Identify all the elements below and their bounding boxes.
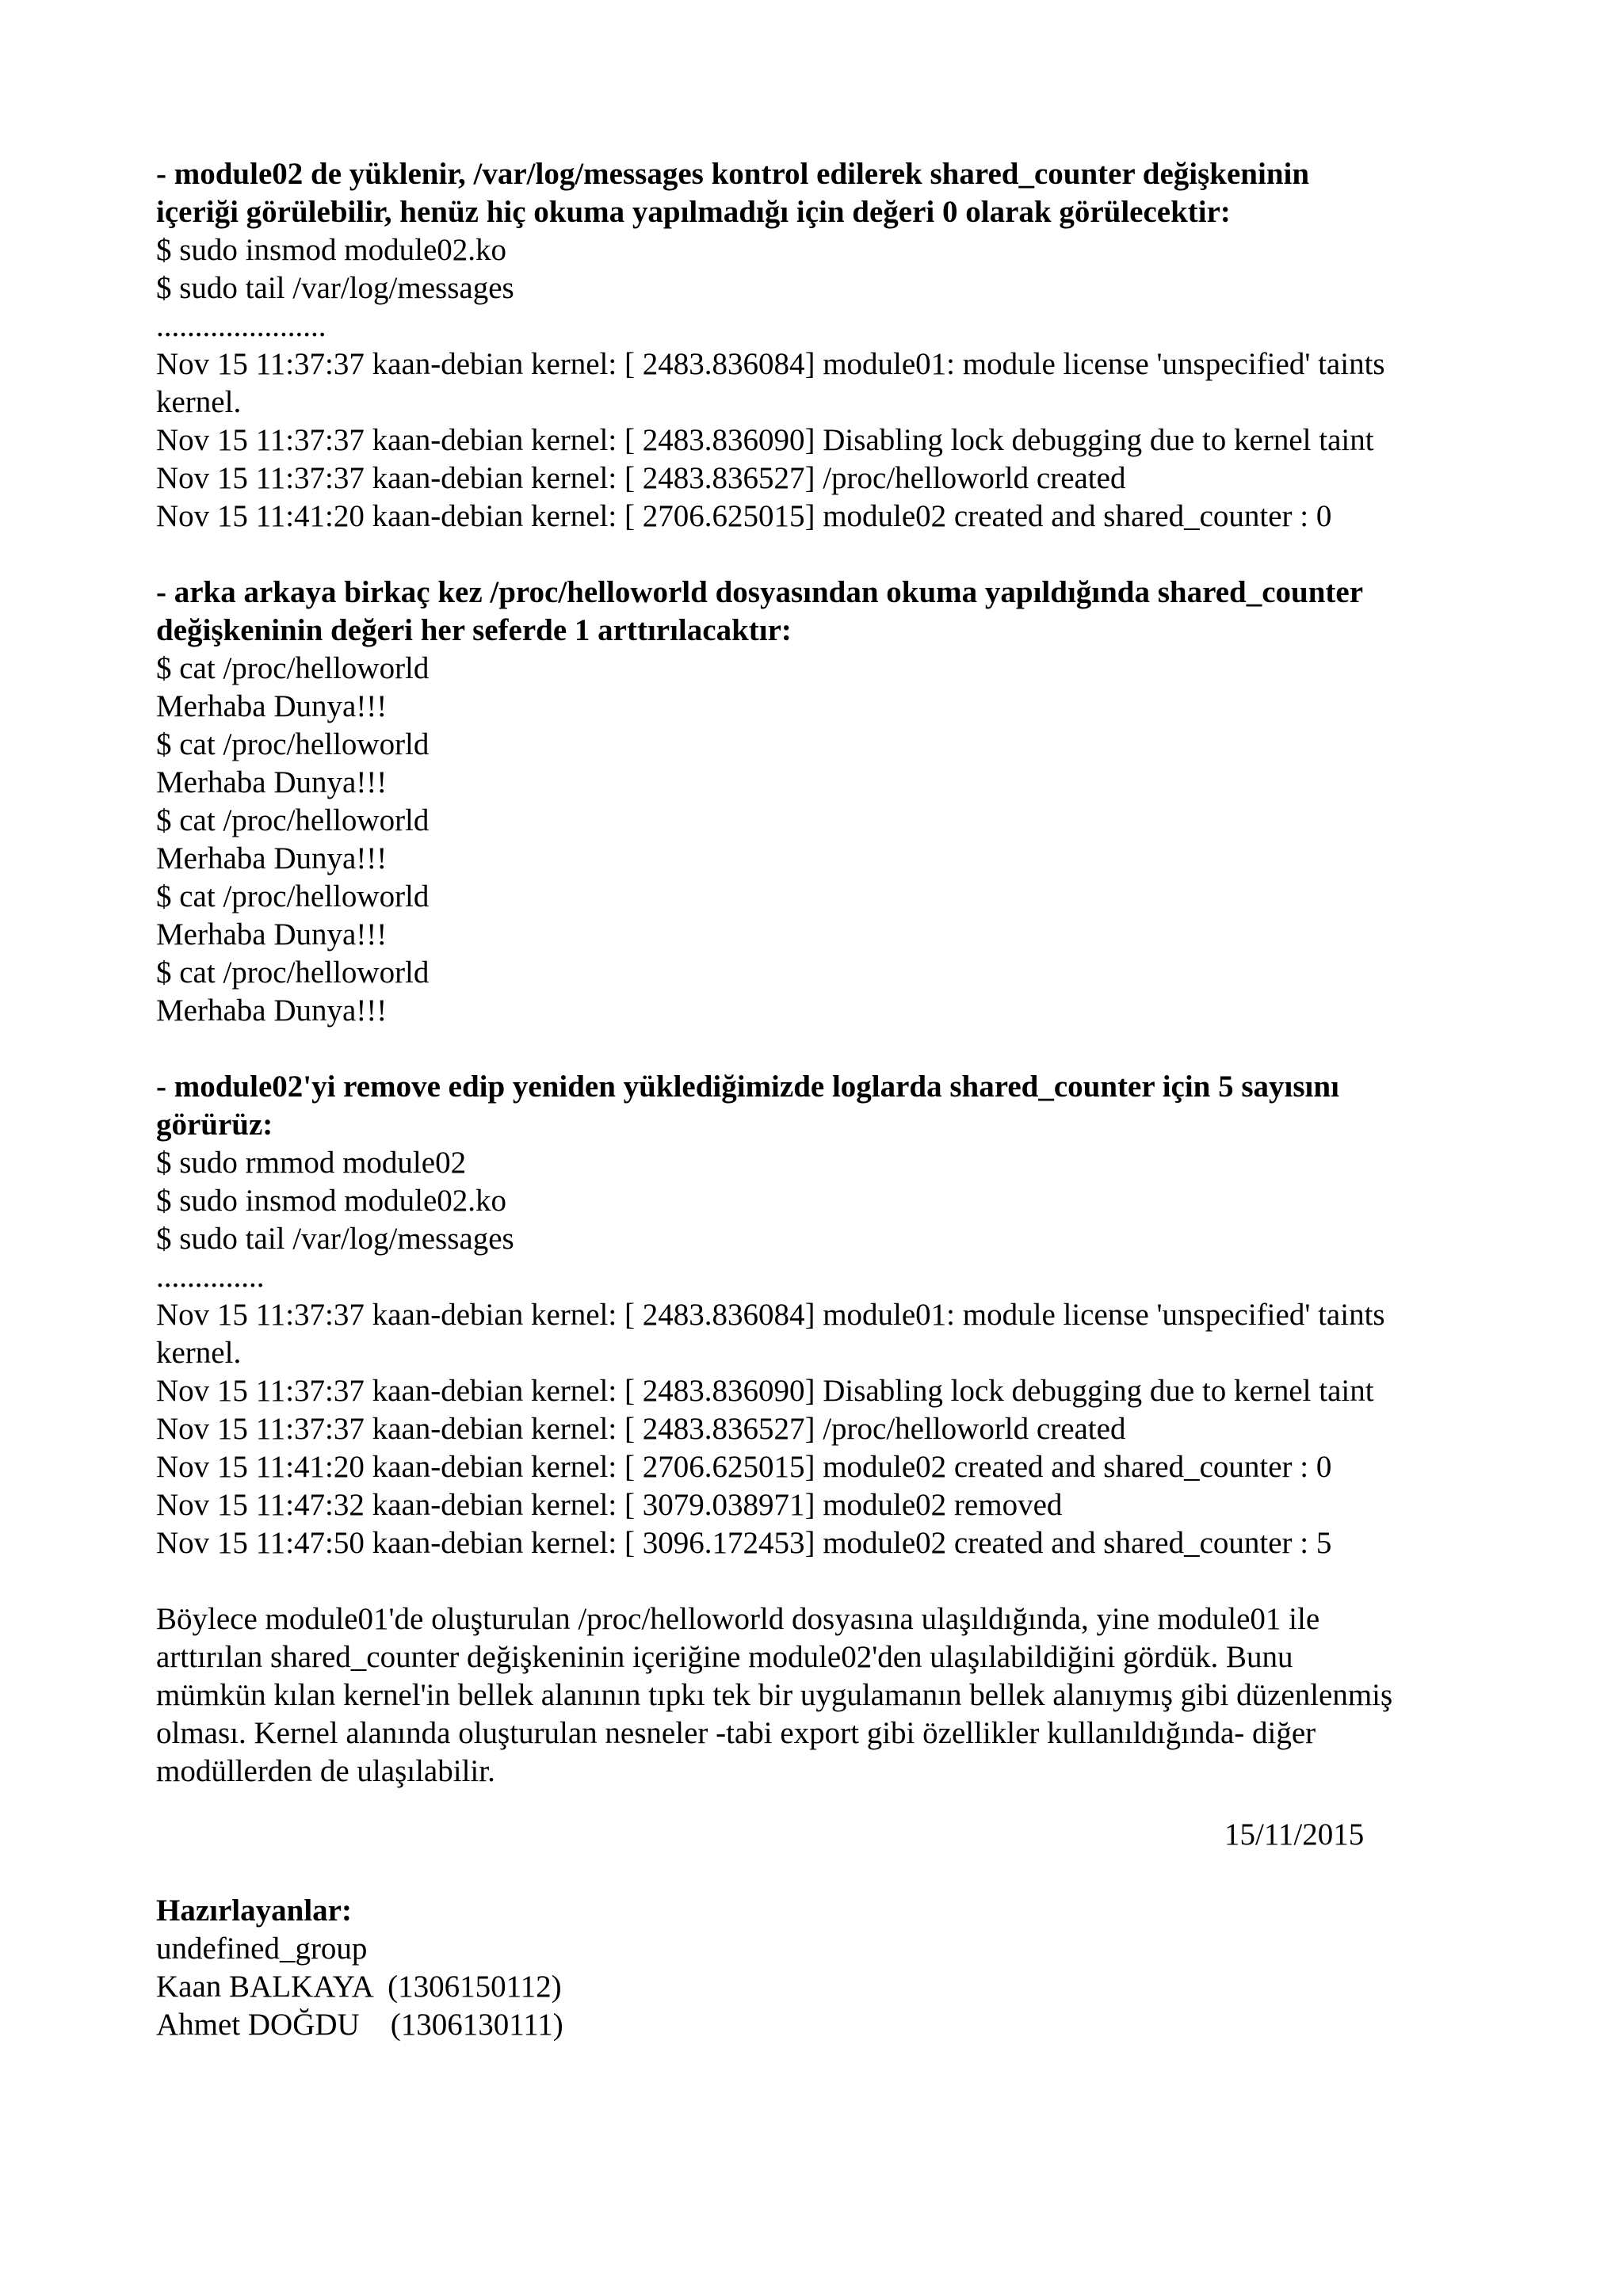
output-line: Merhaba Dunya!!!: [156, 994, 388, 1028]
command-line: $ sudo rmmod module02: [156, 1146, 467, 1180]
output-line: Merhaba Dunya!!!: [156, 841, 388, 875]
section-heading-continued: değişkeninin değeri her seferde 1 arttırılacaktır:: [156, 613, 792, 647]
paragraph-spacer: [156, 1030, 1487, 1068]
command-line: $ sudo insmod module02.ko: [156, 1184, 507, 1218]
section-heading: - module02 de yüklenir, /var/log/messages kontrol edilerek shared_counter değişkeninin: [156, 157, 1310, 191]
conclusion-line: mümkün kılan kernel'in bellek alanının tıpkı tek bir uygulamanın bellek alanıymış gibi düzenlenmiş: [156, 1678, 1393, 1712]
command-line: $ cat /proc/helloworld: [156, 803, 430, 837]
log-line-continued: kernel.: [156, 1336, 242, 1370]
document-body: [156, 155, 1487, 1791]
log-line: Nov 15 11:37:37 kaan-debian kernel: [ 2483.836527] /proc/helloworld created: [156, 1412, 1126, 1446]
author-entry: Kaan BALKAYA (1306150112): [156, 1970, 562, 2004]
conclusion-line: arttırılan shared_counter değişkeninin içeriğine module02'den ulaşılabildiğini gördük. Bunu: [156, 1640, 1293, 1674]
section-heading: - module02'yi remove edip yeniden yüklediğimizde loglarda shared_counter için 5 sayısını: [156, 1070, 1339, 1104]
authors-block: [156, 1892, 563, 2044]
log-line: Nov 15 11:37:37 kaan-debian kernel: [ 2483.836084] module01: module license 'unspecified' taints: [156, 347, 1385, 381]
command-line: $ sudo insmod module02.ko: [156, 233, 507, 267]
ellipsis-line: ..............: [156, 1260, 265, 1294]
output-line: Merhaba Dunya!!!: [156, 917, 388, 952]
command-line: $ cat /proc/helloworld: [156, 955, 430, 990]
command-line: $ cat /proc/helloworld: [156, 651, 430, 685]
section-repeated-read: [156, 574, 1487, 1030]
log-line: Nov 15 11:37:37 kaan-debian kernel: [ 2483.836090] Disabling lock debugging due to kernel taint: [156, 423, 1374, 457]
output-line: Merhaba Dunya!!!: [156, 689, 388, 723]
command-line: $ cat /proc/helloworld: [156, 879, 430, 913]
conclusion-line: modüllerden de ulaşılabilir.: [156, 1754, 495, 1788]
section-module02-load: [156, 155, 1487, 536]
log-line: Nov 15 11:47:50 kaan-debian kernel: [ 3096.172453] module02 created and shared_counter : 5: [156, 1526, 1332, 1560]
authors-heading: Hazırlayanlar:: [156, 1894, 352, 1928]
section-heading-continued: içeriği görülebilir, henüz hiç okuma yapılmadığı için değeri 0 olarak görülecektir:: [156, 195, 1231, 229]
conclusion-line: olması. Kernel alanında oluşturulan nesneler -tabi export gibi özellikler kullanıldığında- diğer: [156, 1716, 1316, 1750]
section-heading: - arka arkaya birkaç kez /proc/helloworld dosyasından okuma yapıldığında shared_counter: [156, 575, 1364, 609]
section-heading-continued: görürüz:: [156, 1108, 273, 1142]
command-line: $ sudo tail /var/log/messages: [156, 1222, 514, 1256]
conclusion-paragraph: [156, 1600, 1487, 1791]
group-name: undefined_group: [156, 1932, 368, 1966]
log-line: Nov 15 11:47:32 kaan-debian kernel: [ 3079.038971] module02 removed: [156, 1488, 1063, 1522]
log-line: Nov 15 11:41:20 kaan-debian kernel: [ 2706.625015] module02 created and shared_counter : 0: [156, 1450, 1332, 1484]
log-line: Nov 15 11:41:20 kaan-debian kernel: [ 2706.625015] module02 created and shared_counter : 0: [156, 499, 1332, 533]
author-entry: Ahmet DOĞDU (1306130111): [156, 2008, 563, 2042]
conclusion-line: Böylece module01'de oluşturulan /proc/helloworld dosyasına ulaşıldığında, yine module01 ile: [156, 1602, 1320, 1636]
log-line: Nov 15 11:37:37 kaan-debian kernel: [ 2483.836527] /proc/helloworld created: [156, 461, 1126, 495]
output-line: Merhaba Dunya!!!: [156, 765, 388, 799]
command-line: $ sudo tail /var/log/messages: [156, 271, 514, 305]
log-line: Nov 15 11:37:37 kaan-debian kernel: [ 2483.836084] module01: module license 'unspecified' taints: [156, 1298, 1385, 1332]
log-line-continued: kernel.: [156, 385, 242, 419]
ellipsis-line: ......................: [156, 309, 327, 343]
command-line: $ cat /proc/helloworld: [156, 727, 430, 761]
log-line: Nov 15 11:37:37 kaan-debian kernel: [ 2483.836090] Disabling lock debugging due to kernel taint: [156, 1374, 1374, 1408]
section-module02-reload: [156, 1068, 1487, 1562]
document-date: 15/11/2015: [1224, 1817, 1365, 1852]
paragraph-spacer: [156, 1562, 1487, 1600]
paragraph-spacer: [156, 536, 1487, 574]
